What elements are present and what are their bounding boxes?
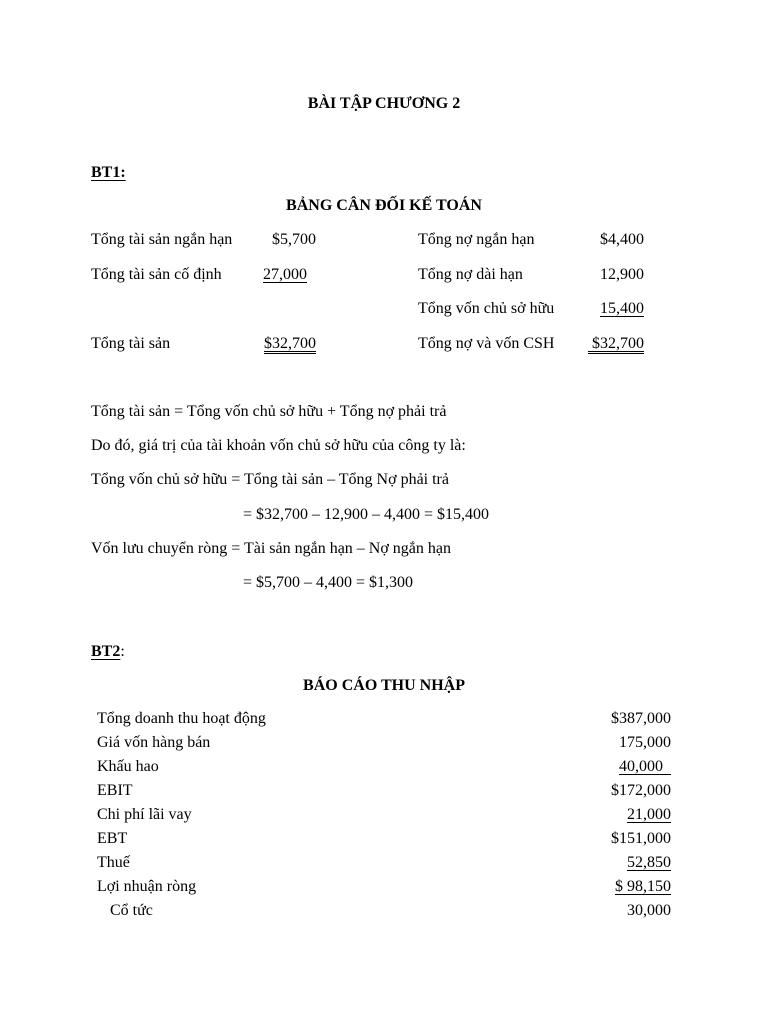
liability-total-value: $32,700 [588, 335, 644, 352]
income-statement-table [97, 711, 671, 927]
row-value: 175,000 [619, 734, 671, 751]
row-value: $ 98,150 [615, 878, 671, 895]
row-value: 21,000 [627, 806, 671, 823]
row-label: Giá vốn hàng bán [97, 734, 211, 751]
table-row [97, 855, 671, 879]
row-value: $387,000 [611, 710, 671, 727]
income-statement-heading: BÁO CÁO THU NHẬP [303, 677, 465, 694]
row-value: 40,000 [619, 758, 671, 775]
text-line: Tổng tài sản = Tổng vốn chủ sở hữu + Tổng nợ phải trả [91, 403, 447, 420]
bt2-label [91, 644, 125, 660]
bt2-label-text: BT2 [91, 643, 121, 660]
table-row [97, 735, 671, 759]
liability-label: Tổng nợ ngắn hạn [418, 231, 535, 248]
table-row [97, 711, 671, 735]
page-title: BÀI TẬP CHƯƠNG 2 [307, 95, 461, 112]
bt2-label-suffix: : [120, 643, 125, 660]
row-value: 52,850 [627, 854, 671, 871]
row-label: Lợi nhuận ròng [97, 878, 197, 895]
row-value: $151,000 [611, 830, 671, 847]
table-row [97, 759, 671, 783]
row-label: Chi phí lãi vay [97, 806, 192, 823]
balance-sheet-heading: BẢNG CÂN ĐỐI KẾ TOÁN [286, 197, 482, 214]
liability-value: 12,900 [600, 266, 644, 283]
row-label: Cổ tức [110, 902, 153, 919]
asset-label: Tổng tài sản cố định [91, 266, 222, 283]
asset-total-label: Tổng tài sản [91, 335, 171, 352]
row-value: $172,000 [611, 782, 671, 799]
row-label: EBT [97, 830, 128, 847]
text-line: Do đó, giá trị của tài khoản vốn chủ sở hữu của công ty là: [91, 437, 466, 454]
liability-label: Tổng nợ dài hạn [418, 266, 523, 283]
row-label: Khấu hao [97, 758, 159, 775]
table-row [97, 807, 671, 831]
table-row [97, 831, 671, 855]
text-line: = $5,700 – 4,400 = $1,300 [243, 574, 414, 591]
asset-label: Tổng tài sản ngắn hạn [91, 231, 233, 248]
asset-value: $5,700 [272, 231, 316, 248]
table-row [97, 879, 671, 903]
row-label: EBIT [97, 782, 133, 799]
liability-total-label: Tổng nợ và vốn CSH [418, 335, 555, 352]
row-value: 30,000 [627, 902, 671, 919]
equity-label: Tổng vốn chủ sở hữu [418, 300, 555, 317]
row-label: Tổng doanh thu hoạt động [97, 710, 266, 727]
text-line: Vốn lưu chuyển ròng = Tài sản ngắn hạn – Nợ ngắn hạn [91, 540, 452, 557]
asset-value: 27,000 [263, 266, 307, 283]
text-line: Tổng vốn chủ sở hữu = Tổng tài sản – Tổng Nợ phải trả [91, 471, 449, 488]
equity-value: 15,400 [600, 300, 644, 317]
row-label: Thuế [97, 854, 130, 871]
liability-value: $4,400 [600, 231, 644, 248]
asset-total-value: $32,700 [264, 335, 316, 352]
text-line: = $32,700 – 12,900 – 4,400 = $15,400 [243, 506, 490, 523]
table-row [97, 783, 671, 807]
table-row [97, 903, 671, 927]
bt1-label: BT1: [91, 164, 126, 181]
